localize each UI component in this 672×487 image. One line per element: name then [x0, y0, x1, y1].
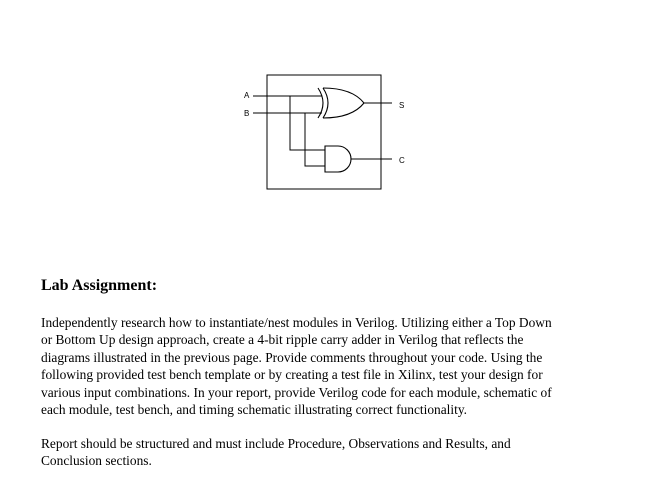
input-a-label: A [244, 91, 250, 100]
lab-assignment-heading: Lab Assignment: [41, 277, 158, 294]
paragraph-line: various input combinations. In your report, provide Verilog code for each module, schematic of [41, 384, 552, 400]
paragraph-line: following provided test bench template or by creating a test file in Xilinx, test your design for [41, 367, 543, 383]
paragraph-line: each module, test bench, and timing schematic illustrating correct functionality. [41, 402, 468, 418]
and-gate [325, 146, 351, 172]
half-adder-diagram [0, 0, 672, 200]
paragraph-line: Conclusion sections. [41, 453, 152, 469]
output-c-label: C [399, 156, 405, 165]
paragraph-line: Report should be structured and must include Procedure, Observations and Results, and [41, 436, 511, 451]
assignment-paragraph [41, 314, 641, 418]
xor-gate [318, 88, 364, 118]
paragraph-line: Independently research how to instantiate/nest modules in Verilog. Utilizing either a Top Down [41, 315, 552, 330]
paragraph-line: diagrams illustrated in the previous page. Provide comments throughout your code. Using the [41, 349, 543, 365]
paragraph-line: or Bottom Up design approach, create a 4-bit ripple carry adder in Verilog that reflects the [41, 332, 524, 348]
input-b-label: B [244, 109, 250, 118]
output-s-label: S [399, 101, 405, 110]
report-requirements-paragraph [41, 435, 641, 470]
diagram-border [267, 75, 381, 189]
